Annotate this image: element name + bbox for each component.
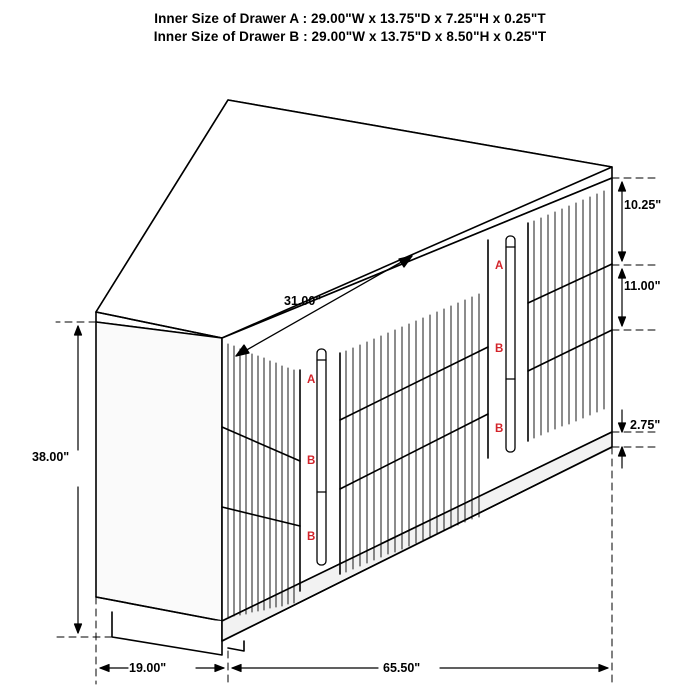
handle-left [317, 349, 326, 565]
header-line-2: Inner Size of Drawer B : 29.00"W x 13.75"D x 8.50"H x 0.25"T [153, 29, 547, 44]
dim-19-00: 19.00" [129, 661, 167, 675]
drawer-label-right-b2: B [495, 423, 504, 435]
drawer-label-left-a: A [307, 374, 316, 386]
dim-65-50: 65.50" [383, 661, 421, 675]
dim-38-00: 38.00" [32, 450, 70, 464]
dim-right-extensions [612, 178, 660, 447]
drawer-label-left-b1: B [307, 455, 316, 467]
dim-11-00: 11.00" [624, 279, 661, 293]
drawer-label-left-b2: B [307, 531, 316, 543]
header-line-1: Inner Size of Drawer A : 29.00"W x 13.75"D x 7.25"H x 0.25"T [154, 11, 546, 26]
dim-left-arrow [75, 326, 82, 633]
dim-2-75: 2.75" [630, 418, 661, 432]
dim-10-25: 10.25" [624, 198, 662, 212]
dim-bottom-arrows [100, 665, 608, 672]
foot-left [228, 641, 244, 651]
dim-right-arrows [619, 182, 626, 468]
handle-right [506, 236, 515, 452]
drawer-label-right-b1: B [495, 343, 504, 355]
dim-31-00: 31.00" [284, 294, 322, 308]
drawer-label-right-a: A [495, 260, 504, 272]
left-side-panel [96, 322, 222, 621]
